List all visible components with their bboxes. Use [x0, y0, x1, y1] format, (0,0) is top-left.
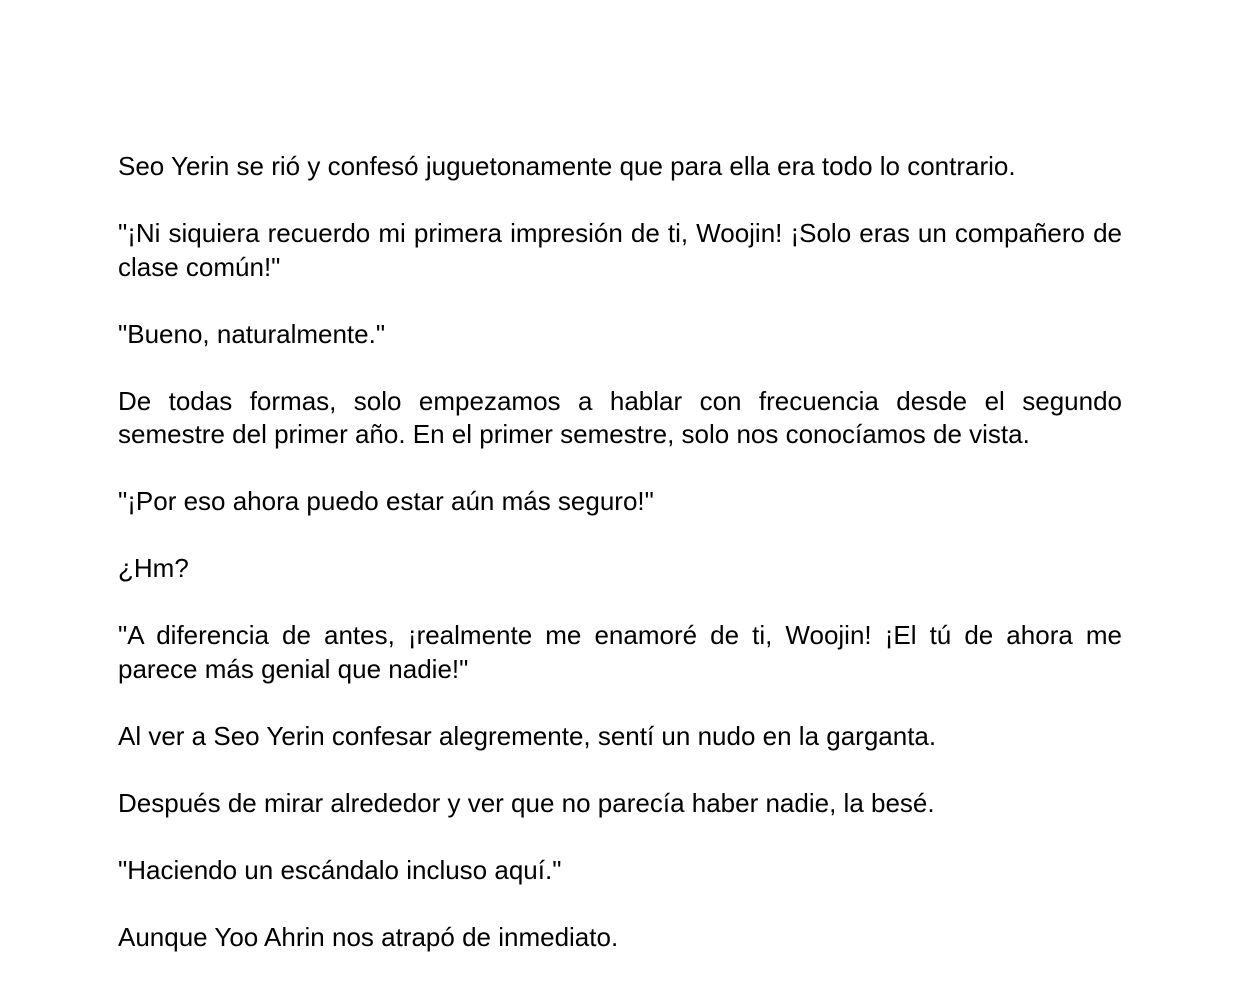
paragraph: Aunque Yoo Ahrin nos atrapó de inmediato. [118, 921, 619, 952]
paragraph: Seo Yerin se rió y confesó juguetonamente que para ella era todo lo contrario. [118, 151, 1016, 181]
paragraph: Al ver a Seo Yerin confesar alegremente, sentí un nudo en la garganta. [118, 720, 937, 751]
paragraph: "Bueno, naturalmente." [118, 318, 386, 349]
paragraph: ¿Hm? [118, 553, 189, 583]
paragraph: Después de mirar alrededor y ver que no parecía haber nadie, la besé. [118, 787, 935, 818]
paragraph: "A diferencia de antes, ¡realmente me enamoré de ti, Woojin! ¡El tú de ahora me parece más genial que nadie!" [118, 620, 1122, 684]
document-body [118, 150, 1122, 988]
paragraph: "Haciendo un escándalo incluso aquí." [118, 854, 562, 885]
paragraph: De todas formas, solo empezamos a hablar con frecuencia desde el segundo semestre del primer año. En el primer semestre, solo nos conocíamos de vista. [118, 385, 1122, 449]
paragraph: "¡Por eso ahora puedo estar aún más seguro!" [118, 486, 654, 516]
paragraph: "¡Ni siquiera recuerdo mi primera impresión de ti, Woojin! ¡Solo eras un compañero de clase común!" [118, 218, 1122, 282]
